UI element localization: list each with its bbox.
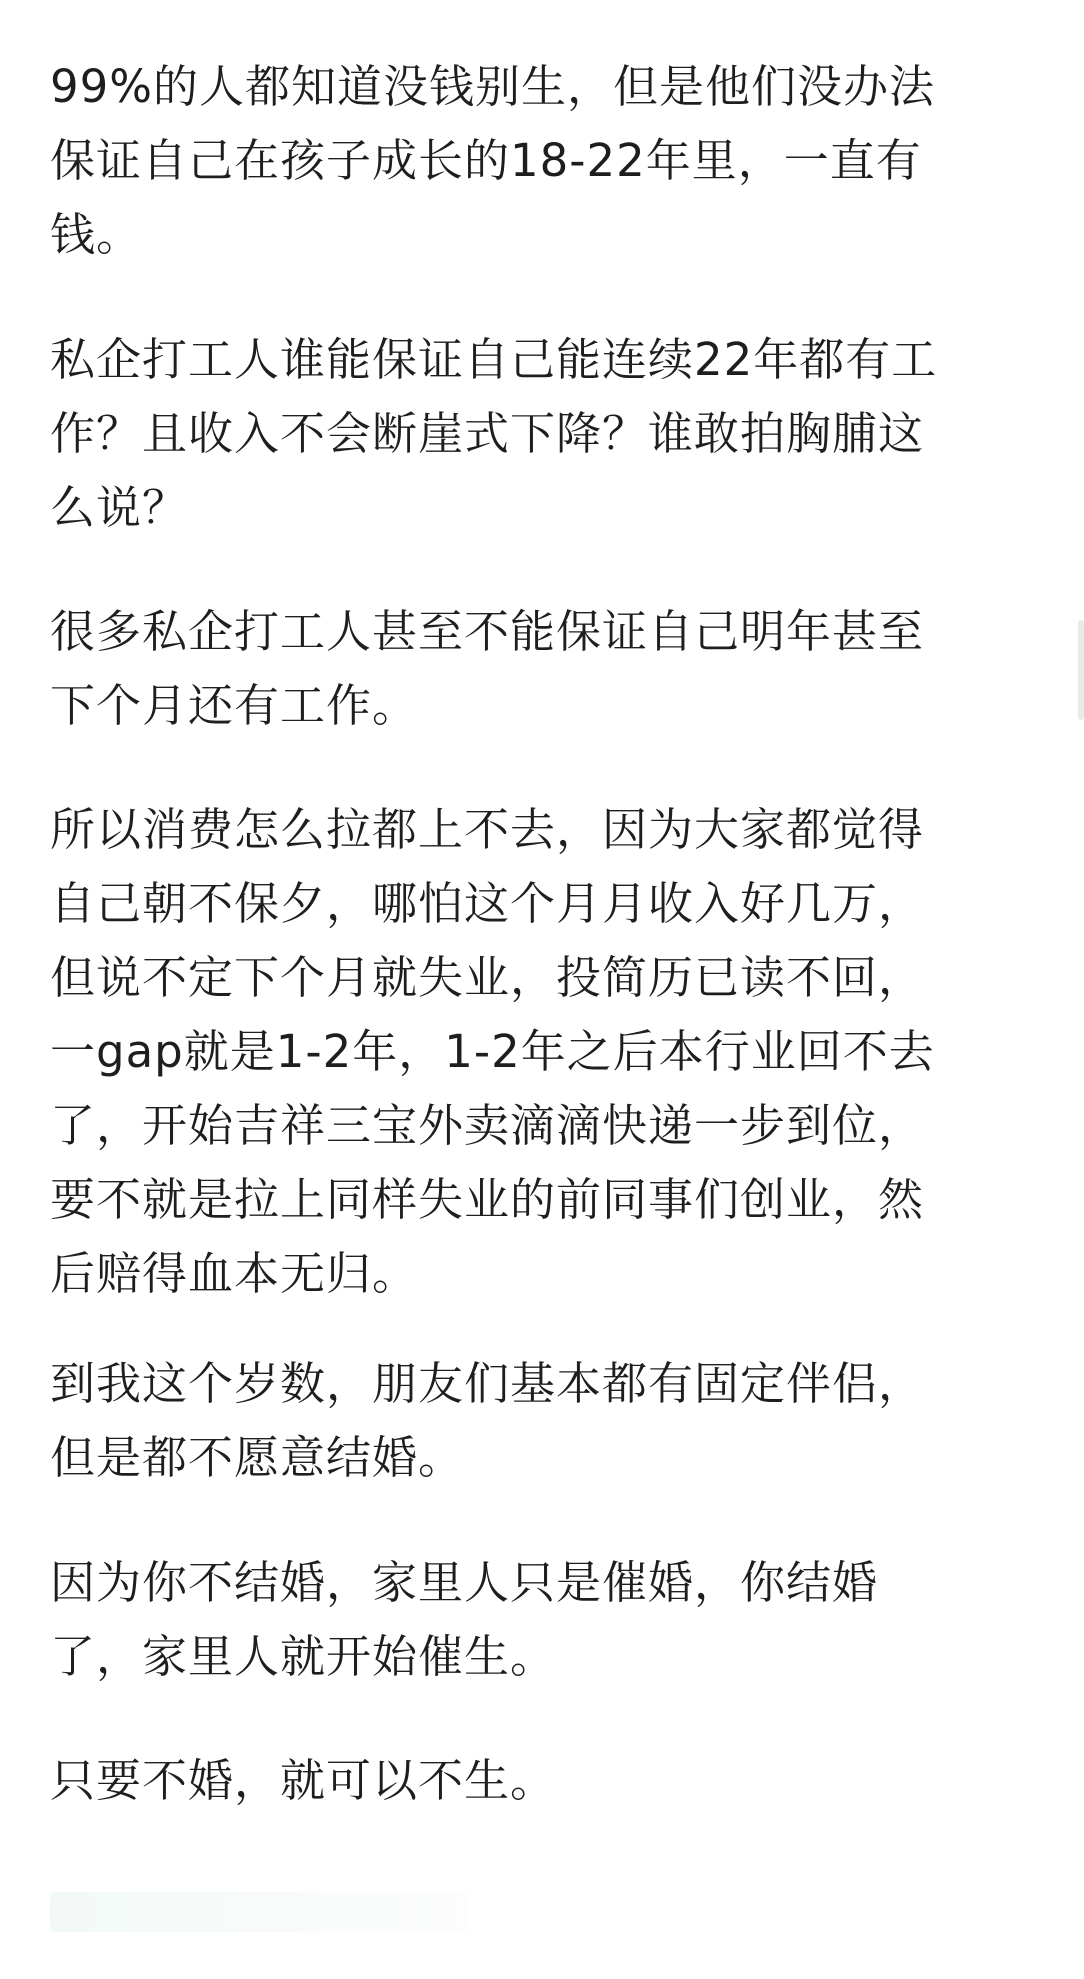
- text-line: 因为你不结婚，家里人只是催婚，你结婚: [50, 1556, 879, 1609]
- paragraph-1: [50, 50, 935, 272]
- text-line: 所以消费怎么拉都上不去，因为大家都觉得: [50, 803, 925, 856]
- text-line: 了，家里人就开始催生。: [50, 1630, 557, 1683]
- text-line: 了，开始吉祥三宝外卖滴滴快递一步到位，: [50, 1099, 925, 1152]
- paragraph-3: [50, 595, 924, 743]
- text-line: 保证自己在孩子成长的18-22年里，一直有: [50, 134, 922, 187]
- text-line: 自己朝不保夕，哪怕这个月月收入好几万，: [50, 877, 925, 930]
- text-line: 一gap就是1-2年，1-2年之后本行业回不去: [50, 1025, 935, 1078]
- text-line: 私企打工人谁能保证自己能连续22年都有工: [50, 333, 938, 386]
- text-line: 要不就是拉上同样失业的前同事们创业，然: [50, 1173, 925, 1226]
- text-line: 但是都不愿意结婚。: [50, 1431, 465, 1484]
- text-line: 钱。: [50, 208, 143, 261]
- paragraph-7: [50, 1744, 556, 1818]
- text-line: 作？且收入不会断崖式下降？谁敢拍胸脯这: [50, 407, 925, 460]
- paragraph-6: [50, 1546, 878, 1694]
- text-line: 只要不婚，就可以不生。: [50, 1754, 557, 1807]
- text-line: 99%的人都知道没钱别生，但是他们没办法: [50, 60, 936, 113]
- paragraph-2: [50, 323, 937, 545]
- faded-watermark: [50, 1892, 470, 1932]
- text-line: 下个月还有工作。: [50, 679, 419, 732]
- paragraph-4: [50, 793, 935, 1311]
- text-line: 很多私企打工人甚至不能保证自己明年甚至: [50, 605, 925, 658]
- scrollbar-thumb[interactable]: [1078, 620, 1084, 720]
- paragraph-5: [50, 1347, 924, 1495]
- text-line: 后赔得血本无归。: [50, 1247, 419, 1300]
- text-line: 到我这个岁数，朋友们基本都有固定伴侣，: [50, 1357, 925, 1410]
- text-line: 但说不定下个月就失业，投简历已读不回，: [50, 951, 925, 1004]
- text-line: 么说？: [50, 481, 189, 534]
